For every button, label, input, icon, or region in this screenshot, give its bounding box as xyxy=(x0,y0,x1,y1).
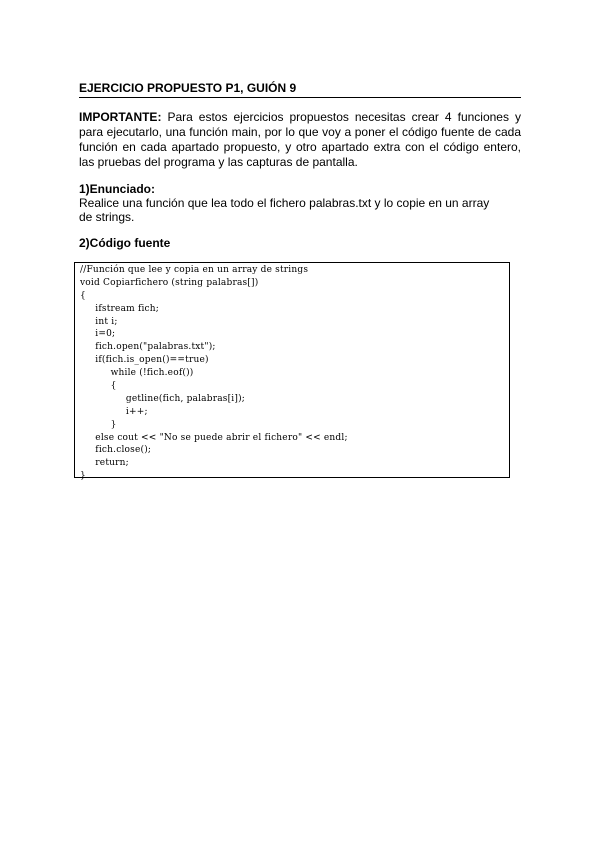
page-title: EJERCICIO PROPUESTO P1, GUIÓN 9 xyxy=(79,81,521,98)
code-line: ifstream fich; xyxy=(80,303,160,314)
important-note xyxy=(79,110,521,170)
section-heading-source-code: 2)Código fuente xyxy=(79,236,171,250)
section-heading-statement: 1)Enunciado: xyxy=(79,182,156,196)
code-line: fich.close(); xyxy=(80,445,152,456)
code-line: } xyxy=(80,471,86,482)
code-line: } xyxy=(80,419,117,430)
code-line: else cout << "No se puede abrir el fichero" << endl; xyxy=(80,432,348,443)
code-line: int i; xyxy=(80,316,118,327)
statement-text xyxy=(79,196,509,224)
code-line: i=0; xyxy=(80,329,116,340)
statement-line: Realice una función que lea todo el fichero palabras.txt y lo copie en un array xyxy=(79,196,490,210)
important-label: IMPORTANTE: xyxy=(79,110,162,124)
statement-line: de strings. xyxy=(79,210,135,224)
important-text: Para estos ejercicios propuestos necesitas crear 4 funciones y para ejecutarlo, una función main, por lo que voy a poner el código fuente de cada función en cada apartado propuesto, y otro apartado extra con el código entero, las pruebas del programa y las capturas de pantalla. xyxy=(79,110,521,169)
code-line: while (!fich.eof()) xyxy=(80,368,194,379)
code-line: getline(fich, palabras[i]); xyxy=(80,393,246,404)
code-line: i++; xyxy=(80,406,148,417)
code-block xyxy=(74,262,510,482)
code-line: fich.open("palabras.txt"); xyxy=(80,342,216,353)
code-line: //Función que lee y copia en un array de strings xyxy=(80,265,309,275)
code-line: void Copiarfichero (string palabras[]) xyxy=(80,277,259,288)
code-line: return; xyxy=(80,458,129,469)
code-line: if(fich.is_open()==true) xyxy=(80,355,209,366)
code-line: { xyxy=(80,381,117,392)
code-line: { xyxy=(80,290,86,301)
